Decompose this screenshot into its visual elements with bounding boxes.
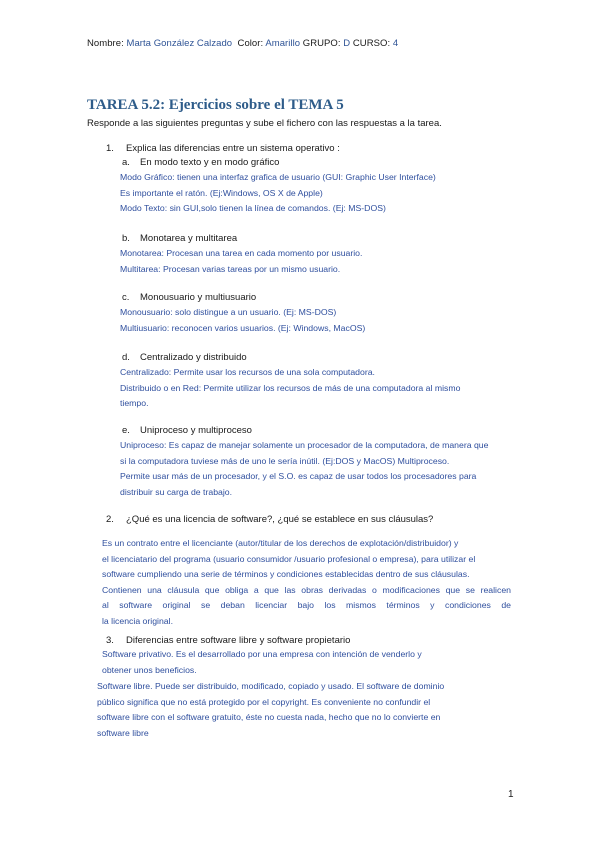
answer-line: Multitarea: Procesan varias tareas por un mismo usuario. bbox=[120, 263, 341, 274]
answer-line: Centralizado: Permite usar los recursos de una sola computadora. bbox=[120, 367, 375, 377]
nombre-label: Nombre: bbox=[87, 38, 124, 49]
question-1-text: Explica las diferencias entre un sistema operativo : bbox=[126, 143, 340, 154]
answer-line: Software libre. Puede ser distribuido, modificado, copiado y usado. El software de dominio bbox=[97, 681, 445, 691]
subquestion-e-title: Uniproceso y multiproceso bbox=[140, 425, 252, 436]
question-1-number: 1. bbox=[106, 143, 114, 154]
subquestion-d bbox=[122, 352, 247, 363]
answer-line: distribuir su carga de trabajo. bbox=[120, 486, 233, 497]
question-1 bbox=[106, 143, 340, 154]
answer-line: tiempo. bbox=[120, 398, 149, 408]
answer-line: Software privativo. Es el desarrollado por una empresa con intención de venderlo y bbox=[102, 649, 422, 659]
question-2-text: ¿Qué es una licencia de software?, ¿qué se establece en sus cláusulas? bbox=[126, 514, 434, 525]
answer-line: Uniproceso: Es capaz de manejar solamente un procesador de la computadora, de manera que bbox=[120, 440, 489, 450]
grupo-label: GRUPO: bbox=[302, 38, 341, 49]
answer-line: si la computadora tuviese más de uno le sería inútil. (Ej:DOS y MacOS) Multiproceso. bbox=[120, 455, 450, 466]
answer-line: al software original se deban licenciar bajo los mismos términos y condiciones de bbox=[102, 600, 511, 610]
subquestion-d-letter: d. bbox=[122, 352, 130, 363]
answer-line: Multiusuario: reconocen varios usuarios. (Ej: Windows, MacOS) bbox=[120, 322, 366, 333]
grupo-value: D bbox=[343, 38, 351, 49]
subquestion-c bbox=[122, 292, 256, 303]
answer-line: Modo Gráfico: tienen una interfaz grafica de usuario (GUI: Graphic User Interface) bbox=[120, 172, 436, 182]
subquestion-a-title: En modo texto y en modo gráfico bbox=[140, 157, 280, 168]
answer-line: Distribuido o en Red: Permite utilizar los recursos de más de una computadora al mismo bbox=[120, 382, 461, 393]
question-3-text: Diferencias entre software libre y software propietario bbox=[126, 635, 351, 646]
answer-line: Modo Texto: sin GUI,solo tienen la línea de comandos. (Ej: MS-DOS) bbox=[120, 203, 386, 213]
answer-2 bbox=[102, 536, 511, 629]
subquestion-b-title: Monotarea y multitarea bbox=[140, 233, 238, 244]
subquestion-e bbox=[122, 425, 252, 436]
question-3-number: 3. bbox=[106, 635, 114, 646]
subquestion-e-letter: e. bbox=[122, 425, 130, 436]
answer-a bbox=[120, 170, 436, 217]
answer-line: la licencia original. bbox=[102, 615, 173, 626]
answer-3a bbox=[102, 647, 422, 678]
subquestion-c-letter: c. bbox=[122, 292, 130, 303]
answer-line: Es un contrato entre el licenciante (autor/titular de los derechos de explotación/distribuidor) y bbox=[102, 538, 459, 548]
intro-text: Responde a las siguientes preguntas y sube el fichero con las respuestas a la tarea. bbox=[87, 118, 442, 129]
answer-c bbox=[120, 305, 365, 336]
question-3 bbox=[106, 635, 350, 646]
answer-line: Monousuario: solo distingue a un usuario. (Ej: MS-DOS) bbox=[120, 307, 337, 317]
answer-line: Permite usar más de un procesador, y el S.O. es capaz de usar todos los procesadores para bbox=[120, 471, 477, 481]
subquestion-a bbox=[122, 157, 279, 168]
answer-line: software libre con el software gratuito, éste no cuesta nada, hecho que no lo convierte en bbox=[97, 712, 441, 722]
answer-b bbox=[120, 246, 362, 277]
answer-line: Es importante el ratón. (Ej:Windows, OS X de Apple) bbox=[120, 187, 323, 198]
subquestion-d-title: Centralizado y distribuido bbox=[140, 352, 247, 363]
page-number: 1 bbox=[508, 789, 514, 800]
answer-d bbox=[120, 365, 460, 412]
color-label: Color: bbox=[237, 38, 264, 49]
question-2 bbox=[106, 514, 433, 525]
answer-3b bbox=[97, 679, 444, 741]
subquestion-c-title: Monousuario y multiusuario bbox=[140, 292, 257, 303]
answer-line: el licenciatario del programa (usuario consumidor /usuario profesional o empresa), para utilizar el bbox=[102, 553, 476, 564]
page-title: TAREA 5.2: Ejercicios sobre el TEMA 5 bbox=[87, 97, 344, 113]
curso-label: CURSO: bbox=[352, 38, 391, 49]
curso-value: 4 bbox=[392, 38, 399, 49]
color-value: Amarillo bbox=[265, 38, 301, 49]
answer-line: software cumpliendo una serie de términos y condiciones establecidas dentro de sus cláusulas. bbox=[102, 569, 470, 579]
answer-line: obtener unos beneficios. bbox=[102, 664, 197, 675]
answer-line: Contienen una cláusula que obliga a que las obras derivadas o modificaciones que se realicen bbox=[102, 584, 511, 595]
page-header bbox=[87, 38, 398, 49]
answer-line: Monotarea: Procesan una tarea en cada momento por usuario. bbox=[120, 248, 363, 258]
answer-line: software libre bbox=[97, 727, 149, 738]
answer-line: público significa que no está protegido por el copyright. Es conveniente no confundir el bbox=[97, 696, 431, 707]
nombre-value: Marta González Calzado bbox=[126, 38, 233, 49]
answer-e bbox=[120, 438, 488, 500]
subquestion-b bbox=[122, 233, 237, 244]
subquestion-b-letter: b. bbox=[122, 233, 130, 244]
subquestion-a-letter: a. bbox=[122, 157, 130, 168]
question-2-number: 2. bbox=[106, 514, 114, 525]
